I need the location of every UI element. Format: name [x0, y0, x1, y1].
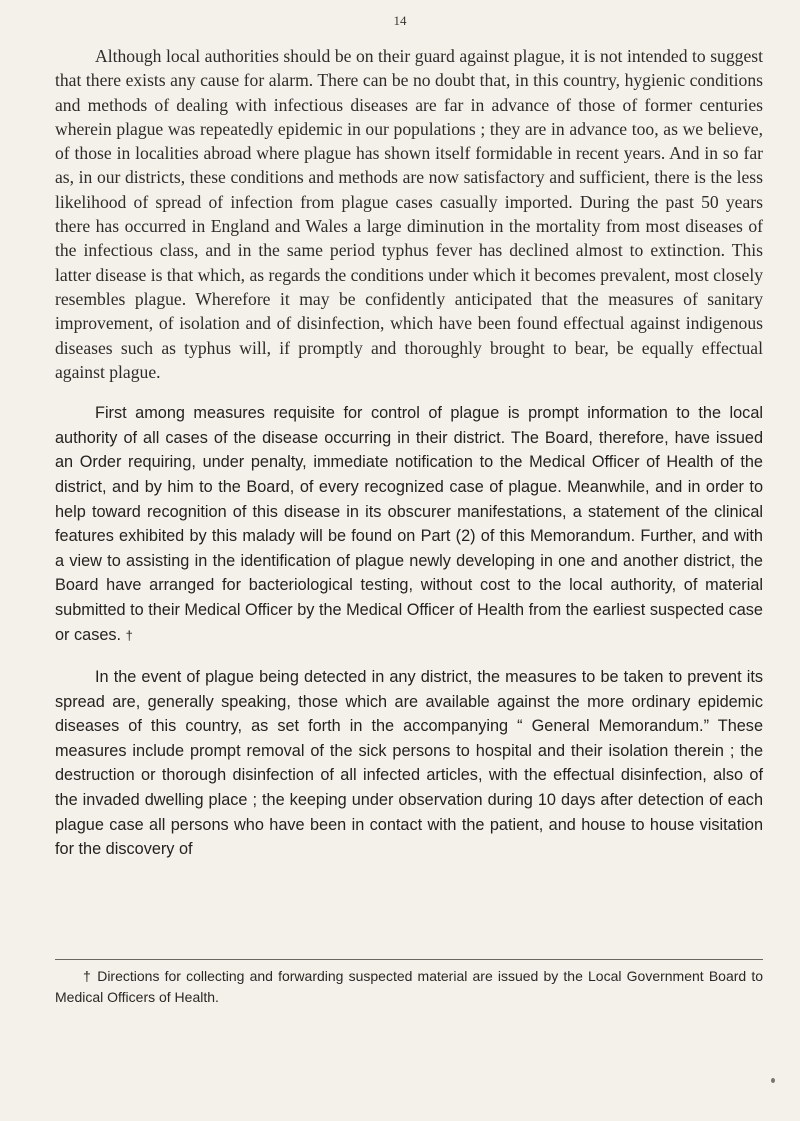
- footnote-reference: †: [125, 627, 133, 643]
- footnote-marker: †: [83, 968, 93, 984]
- page-speck: [771, 1078, 775, 1083]
- body-text: [55, 44, 763, 879]
- paragraph-3: In the event of plague being detected in any district, the measures to be taken to prevent its spread are, generally speaking, those which are available against the more ordinary epidemic diseases of this country, as set forth in the accompanying “ General Memorandum.” These measures include prompt removal of the sick persons to hospital and their isolation therein ; the destruction or thorough disinfection of all infected articles, with the effectual disinfection, also of the invaded dwelling place ; the keeping under observation during 10 days after detection of each plague case all persons who have been in contact with the patient, and house to house visitation for the discovery of: [55, 668, 763, 859]
- paragraph-2: [55, 401, 763, 648]
- footnote-text: Directions for collecting and forwarding suspected material are issued by the Local Government Board to Medical Officers of Health.: [55, 968, 763, 1005]
- page-number: 14: [393, 13, 407, 28]
- footnote: [55, 966, 763, 1008]
- paragraph-1: Although local authorities should be on their guard against plague, it is not intended to suggest that there exists any cause for alarm. There can be no doubt that, in this country, hygienic conditions and methods of dealing with infectious diseases are far in advance of those of former centuries wherein plague was repeatedly epidemic in our populations ; they are in advance too, as we believe, of those in localities abroad where plague has shown itself formidable in recent years. And in so far as, in our districts, these conditions and methods are now satisfactory and sufficient, there is the less likelihood of spread of infection from plague cases casually imported. During the past 50 years there has occurred in England and Wales a large diminution in the mortality from most diseases of the infectious class, and in the same period typhus fever has declined almost to extinction. This latter disease is that which, as regards the conditions under which it becomes prevalent, most closely resembles plague. Wherefore it may be confidently anticipated that the measures of sanitary improvement, of isolation and of disinfection, which have been found effectual against indigenous diseases such as typhus will, if promptly and thoroughly brought to bear, be equally effectual against plague.: [55, 46, 763, 382]
- footnote-divider: [55, 959, 763, 960]
- paragraph-2-text: First among measures requisite for control of plague is prompt information to the local authority of all cases of the disease occurring in their district. The Board, therefore, have issued an Order requiring, under penalty, immediate notification to the Medical Officer of Health of the district, and by him to the Board, of every recognized case of plague. Meanwhile, and in order to help toward recognition of this disease in its obscurer manifestations, a statement of the clinical features exhibited by this malady will be found on Part (2) of this Memorandum. Further, and with a view to assisting in the identification of plague newly developing in one and another district, the Board have arranged for bacteriological testing, without cost to the local authority, of material submitted to their Medical Officer by the Medical Officer of Health from the earliest suspected case or cases.: [55, 404, 763, 644]
